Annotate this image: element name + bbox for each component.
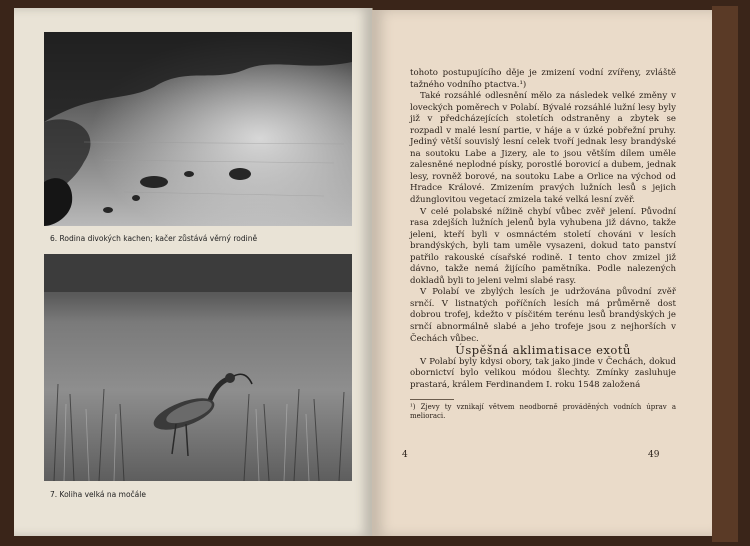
- footnote-divider: [410, 399, 454, 400]
- curlew-photo: [44, 254, 352, 481]
- page-number-left: 4: [402, 450, 408, 460]
- duck-family-photo: [44, 32, 352, 226]
- paragraph: tohoto postupujícího děje je zmizení vodní zvířeny, zvláště tažného vodního ptactva.¹): [410, 68, 676, 90]
- duck-family-illustration: [44, 32, 352, 226]
- footnote: ¹) Zjevy ty vznikají větvem neodborně prováděných vodních úprav a melioraci.: [410, 403, 676, 421]
- book-edge: [712, 6, 738, 542]
- paragraph: Také rozsáhlé odlesnění mělo za následek velké změny v loveckých poměrech v Polabí. Bývalé rozsáhlé lužní lesy byly již v předcházejících stoletích odstraněny a zbytek se rozpadl v malé lesní partie, v háje a v úzké pobřežní pruhy. Jediný větší souvislý lesní celek tvoří jednak lesy brandýské na soutoku Labe a Jizery, ale to jsou větším dílem uměle zalesněné neplodné písky, porostlé borovicí a dubem, jednak lesy, rovněž borové, na soutoku Labe a Orlice na východ od Hradce Králové. Zmizením pravých lužních lesů s jejich džunglovitou vegetací zmizela také velká lesní zvěř.: [410, 91, 676, 206]
- photo-caption-1: 6. Rodina divokých kachen; kačer zůstává věrný rodině: [50, 234, 258, 243]
- paragraph: V Polabí byly kdysi obory, tak jako jinde v Čechách, dokud obornictví bylo velikou módou šlechty. Zmínky zasluhuje prastará, králem Ferdinandem I. roku 1548 založená: [410, 356, 676, 390]
- page-number-right: 49: [648, 450, 660, 460]
- left-page: [14, 8, 373, 536]
- body-text: [410, 68, 676, 421]
- paragraph: V celé polabské nížině chybí vůbec zvěř jelení. Původní rasa zdejších lužních jelenů byla vyhubena již dávno, takže jeleni, kteří byli v osmnáctém století chováni v lesích brandýských, byli tam uměle vysazeni, dokud tato panství patřilo rakouské císařské rodině. I tento chov zmizel již dávno, takže nemá žijícího pamětníka. Podle nalezených dokladů byli to jeleni velmi slabé rasy.: [410, 206, 676, 286]
- section-heading: Úspěšná aklimatisace exotů: [455, 343, 631, 358]
- curlew-illustration: [44, 254, 352, 481]
- photo-caption-2: 7. Koliha velká na močále: [50, 490, 146, 499]
- right-page: [372, 10, 712, 536]
- paragraph: V Polabí ve zbylých lesích je udržována původní zvěř srnčí. V listnatých poříčních lesích má průměrně dost dobrou trofej, kdežto v písčitém terénu lesů brandýských je srnčí abnormálně slabé a jeho trofeje jsou z nejhorších v Čechách vůbec.: [410, 287, 676, 344]
